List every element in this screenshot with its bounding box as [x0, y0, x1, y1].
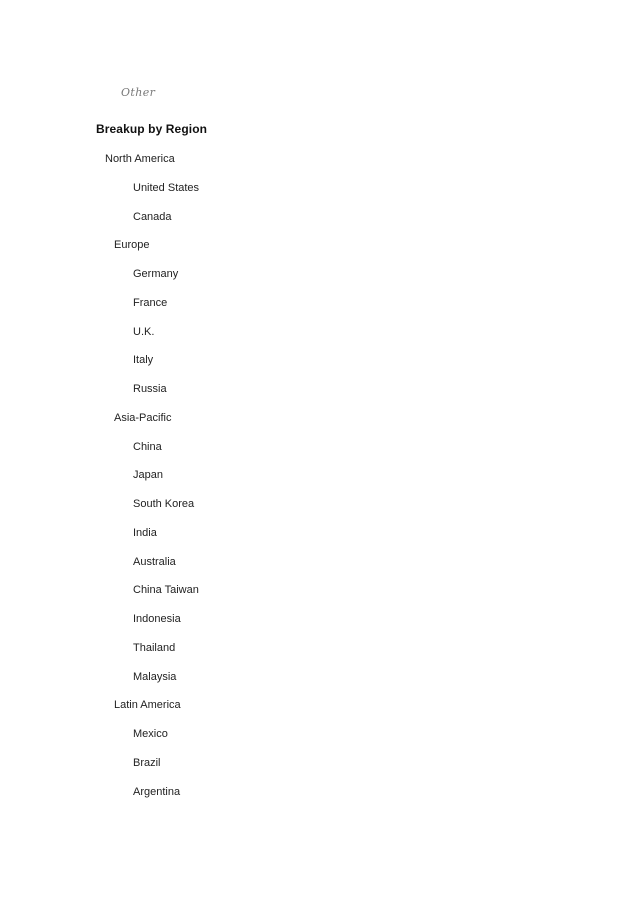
country-item: Japan: [133, 469, 163, 481]
country-item: Argentina: [133, 786, 181, 798]
section-heading: Breakup by Region: [96, 122, 208, 136]
country-item: U.K.: [133, 326, 155, 338]
country-item: Italy: [133, 354, 154, 366]
country-item: Mexico: [133, 728, 168, 740]
country-item: China: [133, 441, 162, 453]
region-heading: Latin America: [114, 699, 181, 711]
country-item: China Taiwan: [133, 584, 199, 596]
country-item: South Korea: [133, 498, 195, 510]
region-heading: Asia-Pacific: [114, 412, 172, 424]
country-item: United States: [133, 182, 200, 194]
country-item: India: [133, 527, 157, 539]
other-label: Other: [121, 86, 156, 99]
region-heading: Europe: [114, 239, 150, 251]
country-item: Malaysia: [133, 671, 177, 683]
country-item: Thailand: [133, 642, 176, 654]
country-item: Brazil: [133, 757, 161, 769]
region-heading: North America: [105, 153, 175, 165]
country-item: Indonesia: [133, 613, 181, 625]
country-item: Canada: [133, 211, 172, 223]
country-item: Germany: [133, 268, 179, 280]
country-item: Australia: [133, 556, 176, 568]
country-item: France: [133, 297, 168, 309]
country-item: Russia: [133, 383, 167, 395]
